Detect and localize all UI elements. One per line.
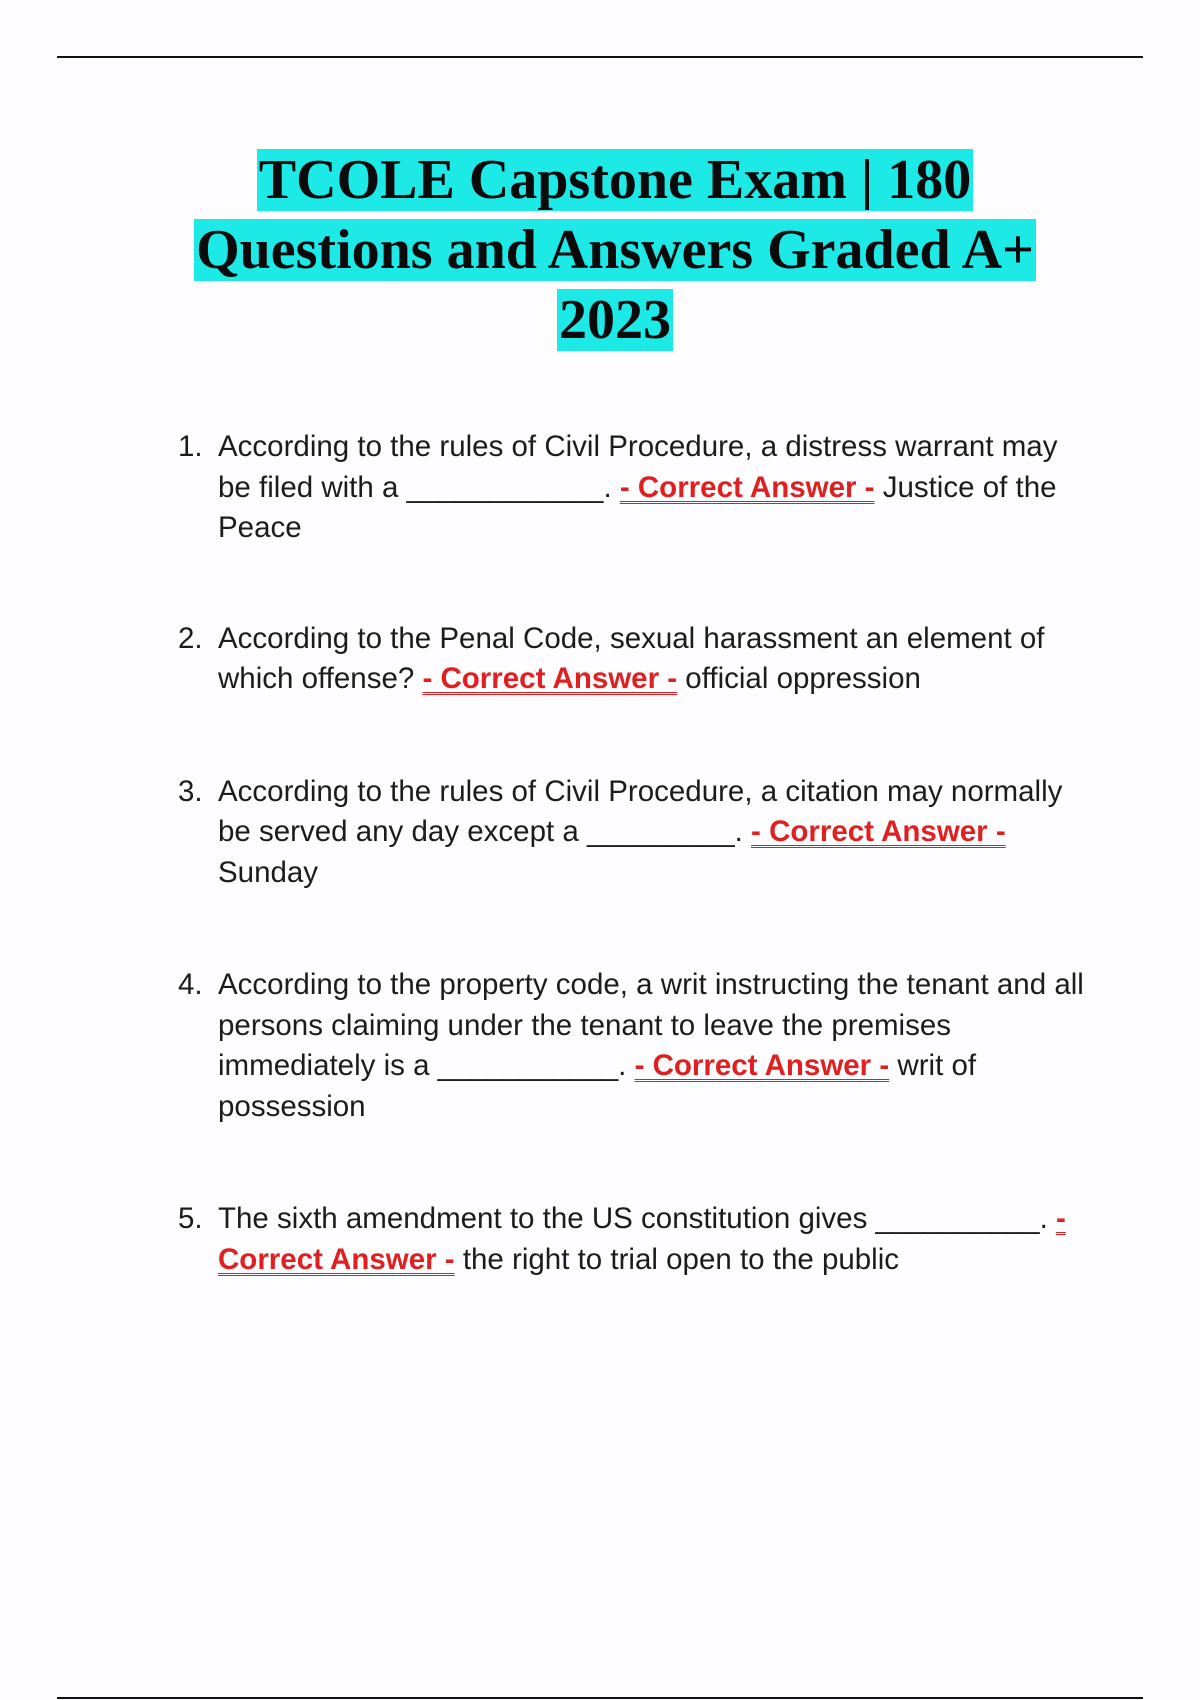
page-title [150, 145, 1080, 355]
header-rule [57, 56, 1143, 58]
correct-answer-label: - Correct Answer - [751, 815, 1006, 848]
question-item [178, 619, 1098, 700]
answer-text: the right to trial open to the public [462, 1242, 900, 1276]
footer-rule [57, 1697, 1143, 1699]
question-text: According to the rules of Civil Procedure, a citation may normally be served any day except a _________. [218, 774, 1063, 848]
question-text: According to the rules of Civil Procedure, a distress warrant may be filed with a ____________. [218, 430, 1058, 504]
question-item [178, 1199, 1098, 1280]
question-text: The sixth amendment to the US constitution gives __________. [218, 1202, 1048, 1235]
question-number: 3. [178, 774, 203, 808]
correct-answer-label: - Correct Answer - [619, 470, 875, 504]
correct-answer-label: - Correct Answer - [422, 662, 678, 695]
question-text: According to the Penal Code, sexual harassment an element of which offense? [218, 621, 1045, 695]
question-item [178, 772, 1098, 894]
question-number: 2. [178, 621, 203, 655]
question-number: 4. [178, 968, 203, 1001]
correct-answer-label: - Correct Answer - [218, 1202, 1066, 1276]
question-item [178, 427, 1098, 549]
question-text: According to the property code, a writ instructing the tenant and all persons claiming under the tenant to leave the premises immediately is a ___________. [218, 968, 1084, 1082]
correct-answer-label: - Correct Answer - [634, 1049, 890, 1082]
answer-text: Justice of the Peace [218, 470, 1057, 544]
question-number: 1. [178, 430, 203, 463]
question-list [178, 427, 1098, 1280]
question-item [178, 965, 1098, 1127]
title-line-3: 2023 [559, 289, 671, 351]
answer-text: writ of possession [218, 1049, 977, 1123]
title-line-2: Questions and Answers Graded A+ [196, 219, 1034, 281]
question-number: 5. [178, 1202, 203, 1235]
title-line-1: TCOLE Capstone Exam | 180 [258, 149, 972, 211]
answer-text: Sunday [218, 855, 319, 889]
answer-text: official oppression [685, 662, 921, 695]
